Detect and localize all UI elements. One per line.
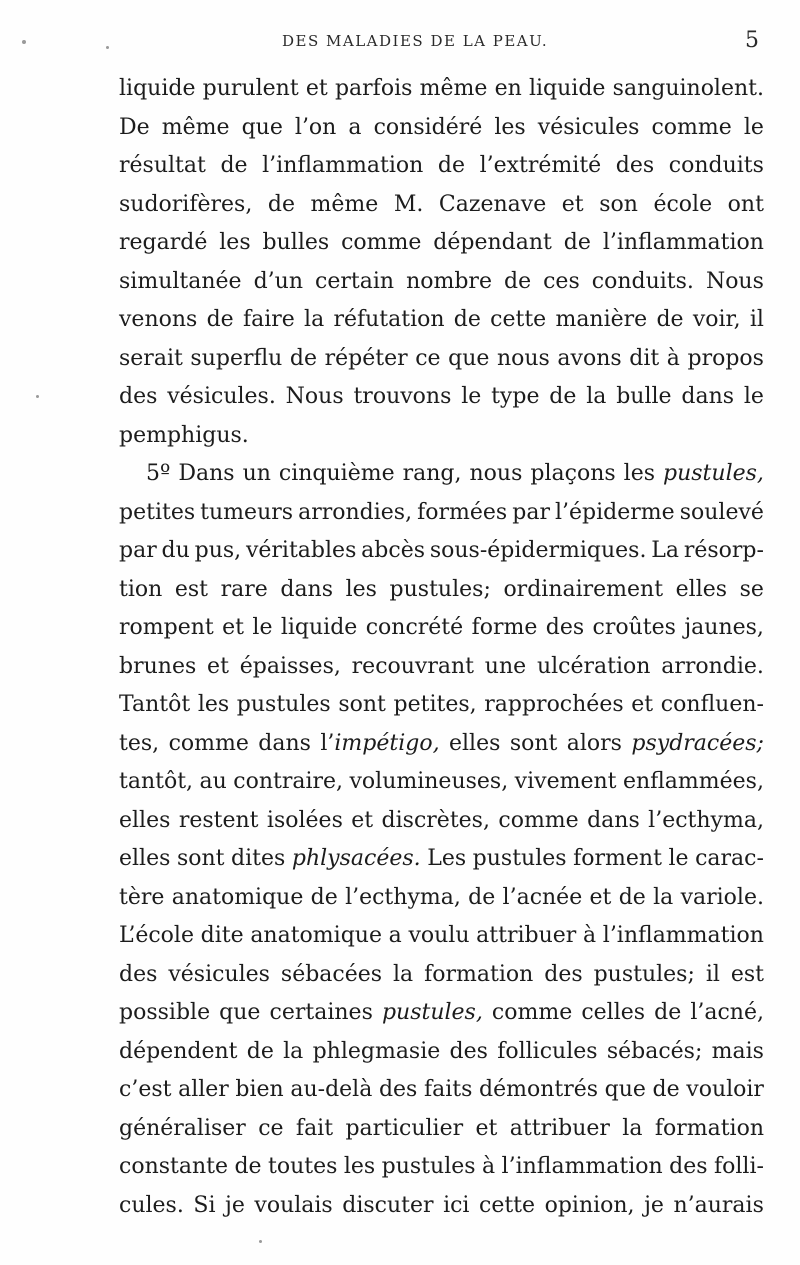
word: de: [652, 1077, 680, 1102]
word: je: [644, 1192, 664, 1218]
text-line: [119, 1071, 764, 1110]
word: attribuer: [509, 1115, 610, 1141]
word: voulu: [408, 923, 470, 948]
word: école: [653, 191, 713, 217]
word: et: [305, 76, 328, 101]
word: discuter: [342, 1192, 434, 1218]
paper-speck: [106, 46, 109, 49]
word: et: [351, 807, 374, 833]
word: liquide: [528, 76, 606, 101]
paper-speck: [259, 1240, 262, 1243]
word: parfois: [334, 76, 413, 101]
word: La: [651, 538, 680, 563]
word: pustules: [236, 692, 331, 717]
word: rare: [220, 576, 268, 602]
word: sébacés;: [606, 1038, 703, 1064]
word: même: [310, 191, 379, 217]
word: l’impétigo,: [320, 730, 440, 756]
word: la: [304, 307, 325, 332]
word: Dans: [178, 461, 235, 486]
word: propos: [687, 345, 764, 371]
word: dans: [258, 730, 311, 756]
text-line: [119, 648, 764, 687]
word: se: [739, 576, 764, 602]
word: il: [749, 307, 764, 332]
word: les: [343, 1154, 376, 1179]
word: purulent: [202, 76, 299, 101]
word: opinion,: [544, 1192, 635, 1218]
word: comme: [168, 730, 249, 756]
text-line: [119, 994, 764, 1033]
word: de: [503, 268, 532, 294]
word: des: [545, 615, 585, 640]
word: vivement: [514, 769, 617, 794]
word: voulais: [254, 1192, 333, 1218]
word: arrondie.: [661, 653, 764, 679]
word: du: [161, 538, 190, 563]
word: rompent: [119, 615, 214, 640]
word: anatomique: [171, 884, 304, 910]
word: de: [563, 230, 591, 255]
word: elles: [119, 846, 171, 871]
italic-term: impétigo,: [334, 730, 440, 756]
word: soulevé: [679, 499, 764, 525]
word: de: [267, 191, 295, 217]
text-line: [119, 571, 764, 610]
word: l’épiderme: [555, 499, 675, 525]
word: certain: [315, 268, 395, 294]
word: ici: [443, 1192, 470, 1218]
word: d’un: [253, 268, 303, 294]
word: de: [468, 884, 496, 910]
word: et: [631, 692, 654, 717]
word: considéré: [373, 114, 483, 140]
word: l’acné,: [690, 1000, 764, 1025]
text-line: [119, 109, 764, 148]
text-line: [119, 70, 764, 109]
word: dépendent: [119, 1038, 238, 1064]
word: et: [475, 1115, 498, 1141]
word: forme: [471, 615, 538, 640]
word: nous: [496, 345, 550, 371]
word: la: [653, 884, 674, 910]
word: anatomique: [250, 923, 382, 948]
word: pustules: [381, 1154, 476, 1179]
word: et: [222, 615, 245, 640]
word: résorp-: [683, 538, 764, 563]
word: que: [241, 114, 283, 140]
word: son: [599, 191, 638, 217]
text-line: [119, 802, 764, 841]
page-number: 5: [745, 28, 759, 53]
italic-term: pustules,: [381, 1000, 483, 1025]
word: conduits.: [591, 268, 694, 294]
word: la: [283, 1038, 304, 1064]
word: de: [220, 153, 248, 178]
word: isolées: [266, 807, 343, 833]
word: croûtes: [592, 615, 676, 640]
text-line: [119, 1033, 764, 1072]
word: phlegmasie: [312, 1038, 441, 1064]
word: les: [219, 230, 251, 255]
word: réfutation: [333, 307, 445, 332]
word: variole.: [680, 884, 764, 910]
word: dans: [280, 576, 334, 602]
word: folli-: [713, 1154, 764, 1179]
word: petites: [119, 499, 196, 525]
word: recouvrant: [351, 653, 474, 679]
word: conduits: [668, 153, 764, 178]
word: elles: [119, 807, 171, 833]
word: pemphigus.: [119, 422, 249, 448]
word: aller: [178, 1077, 229, 1102]
word: possible: [119, 1000, 211, 1025]
word: venons: [119, 307, 198, 332]
word: même: [161, 114, 230, 140]
word: elles: [449, 730, 501, 756]
word: le: [743, 384, 764, 409]
word: vésicules.: [167, 384, 276, 409]
text-line: [119, 263, 764, 302]
word: en: [494, 76, 522, 101]
word: c’est: [119, 1077, 172, 1102]
word: pustules;: [389, 576, 491, 602]
text-line: [119, 1148, 764, 1187]
word: dépendant: [433, 230, 552, 255]
text-line: [119, 147, 764, 186]
word: Cazenave: [438, 191, 547, 217]
word: certaines: [269, 1000, 373, 1025]
word: liquide: [119, 76, 196, 101]
word: épaisses,: [239, 653, 341, 679]
text-line: [119, 378, 764, 417]
word: celles: [581, 1000, 646, 1025]
word: M.: [393, 191, 424, 217]
text-line: [119, 840, 764, 879]
word: de: [656, 307, 684, 332]
word: ulcération: [536, 653, 651, 679]
word: l’acnée: [502, 884, 583, 910]
word: pustules: [472, 846, 567, 871]
word: bien: [235, 1077, 284, 1102]
word: Les: [427, 846, 467, 871]
word: un: [242, 461, 271, 486]
word: L’école: [119, 923, 194, 948]
word: tantôt,: [119, 769, 194, 794]
word: sous-épidermiques.: [429, 538, 647, 563]
word: tes,: [119, 730, 160, 756]
word: l’inflammation: [501, 1154, 663, 1179]
word: de: [206, 307, 234, 332]
word: pustules;: [593, 961, 695, 987]
word: formées: [417, 499, 508, 525]
text-line: [119, 186, 764, 225]
word: les: [623, 461, 656, 486]
word: ce: [258, 1115, 284, 1141]
word: le: [461, 384, 482, 409]
word: 5º: [146, 461, 171, 486]
word: restent: [178, 807, 259, 833]
text-line: [119, 301, 764, 340]
word: dans: [681, 384, 735, 409]
word: elles: [675, 576, 728, 602]
word: Tantôt: [119, 692, 191, 717]
word: pus,: [194, 538, 242, 563]
word: est: [174, 576, 209, 602]
word: nombre: [406, 268, 492, 294]
word: l’ecthyma,: [345, 884, 461, 910]
word: l’extrémité: [479, 153, 602, 178]
word: carac-: [695, 846, 764, 871]
word: simultanée: [119, 268, 242, 294]
word: de: [618, 884, 646, 910]
text-line: [119, 956, 764, 995]
word: les: [494, 114, 526, 140]
italic-term: phlysacées.: [291, 846, 421, 871]
word: de: [437, 153, 465, 178]
word: sudorifères,: [119, 191, 253, 217]
word: fait: [295, 1115, 334, 1141]
word: tère: [119, 884, 165, 910]
text-line: [119, 1110, 764, 1149]
word: faits: [423, 1077, 473, 1102]
word: au-delà: [290, 1077, 373, 1102]
text-line: [119, 1187, 764, 1226]
text-line: [119, 917, 764, 956]
italic-term: pustules,: [663, 461, 764, 486]
word: ce: [415, 345, 441, 371]
word: ordinairement: [503, 576, 664, 602]
word: au: [199, 769, 227, 794]
word: jaunes,: [684, 615, 764, 640]
word: superflu: [190, 345, 283, 371]
text-line: [119, 686, 764, 725]
word: la: [586, 384, 607, 409]
word: concrété: [365, 615, 464, 640]
word: a: [388, 923, 402, 948]
word: enflammées,: [622, 769, 764, 794]
word: regardé: [119, 230, 208, 255]
word: serait: [119, 345, 183, 371]
text-line: [119, 417, 764, 456]
word: petites,: [393, 692, 477, 717]
word: faire: [242, 307, 295, 332]
word: particulier: [345, 1115, 464, 1141]
word: constante: [119, 1154, 229, 1179]
word: comme: [651, 114, 732, 140]
word: bulle: [616, 384, 672, 409]
word: de: [654, 1000, 682, 1025]
italic-term: psydracées;: [631, 730, 764, 756]
paper-speck: [22, 40, 26, 44]
word: follicules: [497, 1038, 598, 1064]
word: des: [544, 961, 583, 987]
word: de: [310, 884, 338, 910]
word: sont: [338, 692, 386, 717]
word: démontrés: [479, 1077, 599, 1102]
word: plaçons: [530, 461, 616, 486]
word: cules.: [119, 1192, 184, 1218]
word: sébacées: [280, 961, 383, 987]
word: le: [668, 846, 689, 871]
word: par: [119, 538, 157, 563]
word: et: [207, 653, 229, 679]
word: a: [348, 114, 362, 140]
word: vouloir: [686, 1077, 764, 1102]
word: tumeurs: [200, 499, 294, 525]
word: de: [234, 1154, 262, 1179]
word: l’inflammation: [262, 153, 424, 178]
word: sont: [509, 730, 558, 756]
text-line: [119, 609, 764, 648]
text-line: [119, 725, 764, 764]
word: cette: [490, 307, 547, 332]
word: de: [289, 345, 318, 371]
word: trouvons: [353, 384, 452, 409]
word: dans: [587, 807, 640, 833]
word: cinquième: [278, 461, 395, 486]
word: le: [252, 615, 273, 640]
word: n’aurais: [673, 1192, 764, 1218]
word: abcès: [361, 538, 426, 563]
word: rang,: [402, 461, 462, 486]
word: les: [345, 576, 377, 602]
word: ont: [727, 191, 764, 217]
word: contraire,: [233, 769, 344, 794]
paper-speck: [36, 395, 39, 398]
word: bulles: [262, 230, 330, 255]
word: à: [666, 345, 680, 371]
word: dite: [200, 923, 244, 948]
word: tion: [119, 576, 163, 602]
word: cette: [479, 1192, 536, 1218]
word: vésicules: [168, 961, 270, 987]
word: forment: [573, 846, 662, 871]
word: la: [393, 961, 414, 987]
word: arrondies,: [298, 499, 413, 525]
word: généraliser: [119, 1115, 246, 1141]
word: que: [448, 345, 490, 371]
word: est: [730, 961, 764, 987]
text-line: [119, 532, 764, 571]
word: l’inflammation: [602, 230, 764, 255]
text-line: [119, 879, 764, 918]
word: une: [484, 653, 527, 679]
word: que: [604, 1077, 646, 1102]
word: alors: [566, 730, 622, 756]
word: l’ecthyma,: [648, 807, 764, 833]
word: discrètes,: [381, 807, 490, 833]
running-header: DES MALADIES DE LA PEAU.: [282, 32, 549, 50]
word: confluen-: [660, 692, 764, 717]
word: sont: [176, 846, 225, 871]
word: même: [419, 76, 488, 101]
word: résultat: [119, 153, 206, 178]
word: nous: [469, 461, 523, 486]
word: des: [615, 153, 655, 178]
word: comme: [491, 1000, 573, 1025]
word: manière: [555, 307, 648, 332]
word: voir,: [692, 307, 741, 332]
word: rapprochées: [484, 692, 624, 717]
word: répéter: [324, 345, 408, 371]
word: Si: [193, 1192, 216, 1218]
word: liquide: [280, 615, 358, 640]
word: de: [246, 1038, 274, 1064]
word: sanguinolent.: [612, 76, 764, 101]
word: dit: [629, 345, 660, 371]
text-line: [119, 224, 764, 263]
text-line: [119, 340, 764, 379]
word: que: [219, 1000, 261, 1025]
text-line: [119, 763, 764, 802]
word: De: [119, 114, 150, 140]
word: formation: [424, 961, 534, 987]
word: comme: [498, 807, 579, 833]
word: et: [589, 884, 612, 910]
word: des: [119, 384, 158, 409]
text-line: [119, 494, 764, 533]
word: type: [491, 384, 540, 409]
word: Nous: [285, 384, 344, 409]
word: brunes: [119, 653, 197, 679]
word: Nous: [705, 268, 764, 294]
word: il: [705, 961, 720, 987]
word: à: [582, 923, 597, 948]
word: par: [512, 499, 550, 525]
word: des: [119, 961, 158, 987]
word: volumineuses,: [349, 769, 509, 794]
word: ces: [543, 268, 580, 294]
word: toutes: [268, 1154, 338, 1179]
word: des: [378, 1077, 418, 1102]
word: formation: [654, 1115, 764, 1141]
word: mais: [711, 1038, 764, 1064]
word: des: [669, 1154, 708, 1179]
word: attribuer: [476, 923, 577, 948]
text-line: [119, 455, 764, 494]
word: vésicules: [537, 114, 640, 140]
word: l’on: [294, 114, 337, 140]
word: la: [622, 1115, 643, 1141]
word: dites: [231, 846, 286, 871]
word: de: [549, 384, 577, 409]
body-text: [119, 70, 764, 1225]
word: des: [449, 1038, 488, 1064]
word: et: [561, 191, 584, 217]
word: véritables: [245, 538, 357, 563]
word: l’inflammation: [602, 923, 764, 948]
word: je: [225, 1192, 245, 1218]
word: avons: [557, 345, 622, 371]
word: les: [197, 692, 230, 717]
word: le: [743, 114, 764, 140]
word: de: [453, 307, 481, 332]
word: comme: [341, 230, 422, 255]
word: à: [481, 1154, 496, 1179]
